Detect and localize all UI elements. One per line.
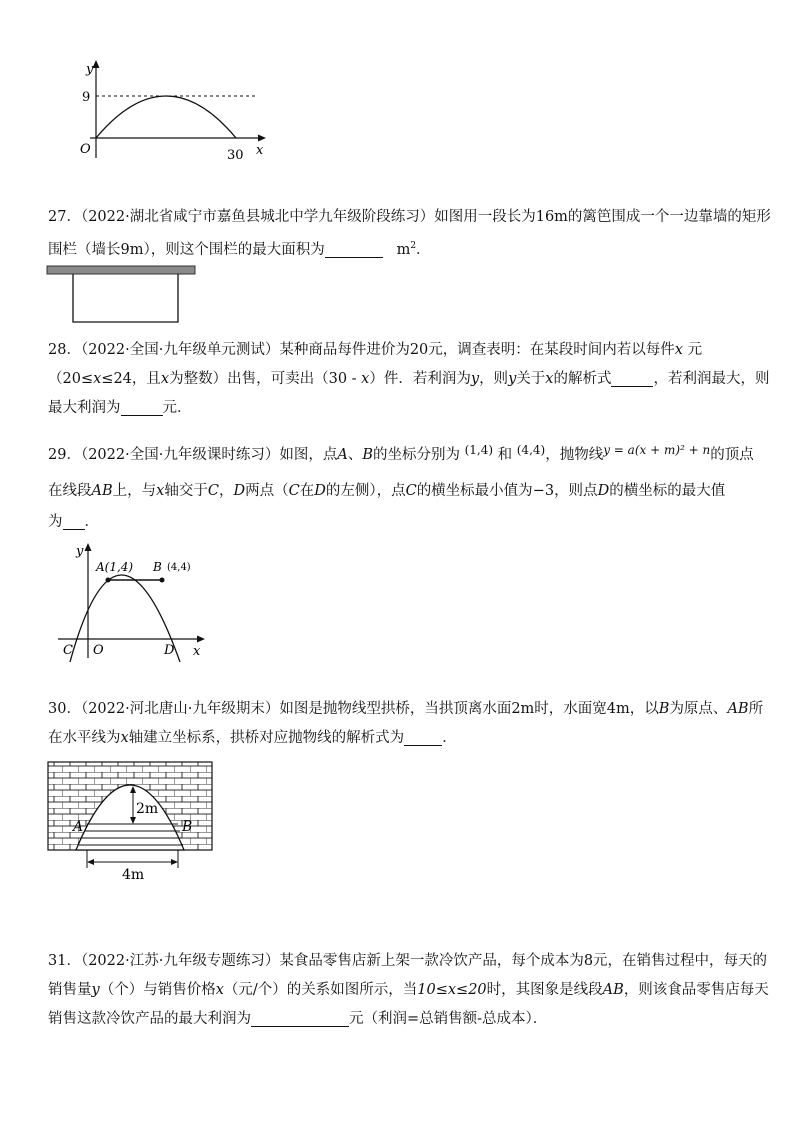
q31-l2-b: （个）与销售价格 <box>99 982 216 998</box>
q29-l2-c: 轴交于 <box>164 483 208 499</box>
question-29 <box>48 436 756 537</box>
q28-line2-h: ，若利润最大，则 <box>653 371 770 387</box>
q28-number: 28． <box>48 342 81 358</box>
answer-blank[interactable] <box>404 728 442 746</box>
label-a: A <box>73 819 84 835</box>
parabola-graph-top <box>70 58 280 168</box>
range-condition: 10≤x≤20 <box>417 982 487 998</box>
q31-l3-a: 销售这款冷饮产品的最大利润为 <box>48 1011 251 1027</box>
q30-t2: 为原点、 <box>669 701 728 717</box>
label-b: B <box>153 560 162 574</box>
q29-l2-e: 两点（ <box>245 483 289 499</box>
answer-blank-max-profit[interactable] <box>121 398 163 416</box>
q31-number: 31． <box>48 953 81 969</box>
q31-t1: 某食品零售店新上架一款冷饮产品，每个成本为8元，在销售过程中，每天的 <box>279 953 768 969</box>
x-axis-label: x <box>256 143 264 158</box>
label-d: D <box>164 643 175 658</box>
q29-l2-b: 上，与 <box>112 483 157 499</box>
q28-line2-c: 为整数）出售，可卖出（30 - <box>169 371 362 387</box>
q29-l2-i: ，则点 <box>554 483 598 499</box>
q29-t3: ，抛物线 <box>545 447 604 463</box>
unit: m <box>396 241 411 258</box>
label-b-coord: (4,4) <box>167 562 191 573</box>
answer-blank[interactable] <box>63 512 85 530</box>
point-b: B <box>362 447 373 463</box>
point-b: B <box>658 701 670 717</box>
y-axis-label: y <box>86 62 94 77</box>
q29-t2: 的坐标分别为 <box>372 447 460 463</box>
point-c: C <box>288 483 300 499</box>
wall <box>47 266 195 274</box>
answer-blank[interactable] <box>251 1009 349 1027</box>
q31-l2-d: 时，其图象是线段 <box>486 982 603 998</box>
q30-t3: 所 <box>748 701 764 717</box>
q30-number: 30． <box>48 701 81 717</box>
parabola-curve <box>96 96 236 138</box>
coord-a: (1,4) <box>464 443 494 457</box>
question-28 <box>48 336 770 423</box>
min-value: −3 <box>532 483 555 499</box>
q30-l2-b: 轴建立坐标系，拱桥对应抛物线的解析式为 <box>128 730 405 746</box>
q29-t4: 的顶点 <box>710 447 754 463</box>
var-x: x <box>120 730 129 746</box>
x-axis-label: x <box>193 644 201 659</box>
question-30 <box>48 695 764 753</box>
y-axis-arrow <box>93 60 100 68</box>
q31-l2-a: 销售量 <box>48 982 92 998</box>
q29-source: （2022·全国·九年级课时练习） <box>80 447 280 463</box>
q29-l2-g: 的左侧），点 <box>325 483 406 499</box>
var-y: y <box>508 371 517 387</box>
answer-blank-expression[interactable] <box>611 369 653 387</box>
parabola-graph-q29 <box>58 540 208 662</box>
q28-line2-f: 关于 <box>516 371 546 387</box>
q29-number: 29． <box>48 447 81 463</box>
question-31 <box>48 947 769 1034</box>
y-axis-arrow <box>85 543 92 551</box>
q29-l2-d: ， <box>218 483 234 499</box>
segment-ab: AB <box>727 701 749 717</box>
var-y: y <box>470 371 480 387</box>
x-tick-30: 30 <box>227 148 244 163</box>
var-x: x <box>93 371 102 387</box>
q31-l2-c: （元/个）的关系如图所示，当 <box>223 982 418 998</box>
q28-line3-a: 最大利润为 <box>48 400 121 416</box>
q28-line2-g: 的解析式 <box>553 371 612 387</box>
label-c: C <box>63 643 73 658</box>
point-c: C <box>207 483 219 499</box>
point-c: C <box>405 483 417 499</box>
q30-t1: 如图是抛物线型拱桥，当拱顶离水面2m时，水面宽4m，以 <box>279 701 659 717</box>
coord-b: (4,4) <box>516 443 546 457</box>
label-o: O <box>93 643 104 658</box>
q29-l3-b: ． <box>84 514 99 530</box>
q28-text: 某种商品每件进价为20元，调查表明：在某段时间内若以每件 <box>279 342 675 358</box>
var-y: y <box>91 982 100 998</box>
question-27 <box>48 203 771 265</box>
q28-text-b: 元 <box>687 342 703 358</box>
q27-text: 如图用一段长为16m的篱笆围成一个一边靠墙的矩形 <box>434 209 771 225</box>
y-axis-label: y <box>76 544 84 559</box>
q30-l2-c: ． <box>442 730 457 746</box>
point-a-dot <box>106 578 111 583</box>
q29-l2-h: 的横坐标最小值为 <box>416 483 533 499</box>
var-x: x <box>160 371 170 387</box>
var-x: x <box>215 982 224 998</box>
fence-rectangle <box>73 274 178 322</box>
point-d: D <box>233 483 246 499</box>
q29-and: 和 <box>497 447 513 463</box>
var-x: x <box>545 371 554 387</box>
segment-ab: AB <box>602 982 624 998</box>
q30-l2-a: 在水平线为 <box>48 730 121 746</box>
var-x: x <box>156 483 165 499</box>
q28-line3-b: 元． <box>162 400 192 416</box>
q27-end: ． <box>416 241 431 258</box>
q29-l2-j: 的横坐标的最大值 <box>609 483 726 499</box>
width-label: 4m <box>122 867 145 882</box>
q29-sep: 、 <box>347 447 363 463</box>
point-a: A <box>337 447 348 463</box>
q28-line2-e: ，则 <box>479 371 509 387</box>
q28-source: （2022·全国·九年级单元测试） <box>80 342 280 358</box>
unit-exponent: 2 <box>410 241 417 251</box>
q28-line2-b: ≤24，且 <box>101 371 161 387</box>
width-arrow-head-left <box>87 859 94 865</box>
q27-source: （2022·湖北省咸宁市嘉鱼县城北中学九年级阶段练习） <box>80 209 435 225</box>
q27-number: 27． <box>48 209 81 225</box>
segment-ab: AB <box>91 483 113 499</box>
q27-text-line2: 围栏（墙长9m），则这个围栏的最大面积为 <box>48 241 325 258</box>
parabola-equation: y = a(x + m)² + n <box>603 443 711 457</box>
q29-l2-f: 在 <box>299 483 315 499</box>
x-axis-arrow <box>197 636 205 643</box>
q29-l2-a: 在线段 <box>48 483 92 499</box>
label-b: B <box>182 819 193 835</box>
arch-bridge-figure <box>46 760 216 882</box>
q31-source: （2022·江苏·九年级专题练习） <box>80 953 280 969</box>
x-axis-arrow <box>258 135 266 142</box>
q31-l3-b: 元（利润=总销售额-总成本）． <box>349 1011 548 1027</box>
point-b-dot <box>160 578 165 583</box>
point-d: D <box>314 483 326 499</box>
q28-line2-d: ）件．若利润为 <box>369 371 471 387</box>
y-tick-9: 9 <box>82 90 91 105</box>
q28-line2-a: （20≤ <box>48 371 94 387</box>
point-d: D <box>597 483 610 499</box>
q30-source: （2022·河北唐山·九年级期末） <box>80 701 280 717</box>
label-a: A(1,4) <box>96 560 134 574</box>
var-x: x <box>361 371 370 387</box>
q31-l2-e: ，则该食品零售店每天 <box>623 982 769 998</box>
origin-label: O <box>80 142 91 157</box>
q29-l3-a: 为 <box>48 514 63 530</box>
answer-blank[interactable] <box>325 240 383 258</box>
var-x: x <box>674 342 683 358</box>
q29-t1: 如图，点 <box>279 447 338 463</box>
width-arrow-head-right <box>171 859 178 865</box>
fence-figure <box>46 264 198 326</box>
height-label: 2m <box>136 801 159 817</box>
